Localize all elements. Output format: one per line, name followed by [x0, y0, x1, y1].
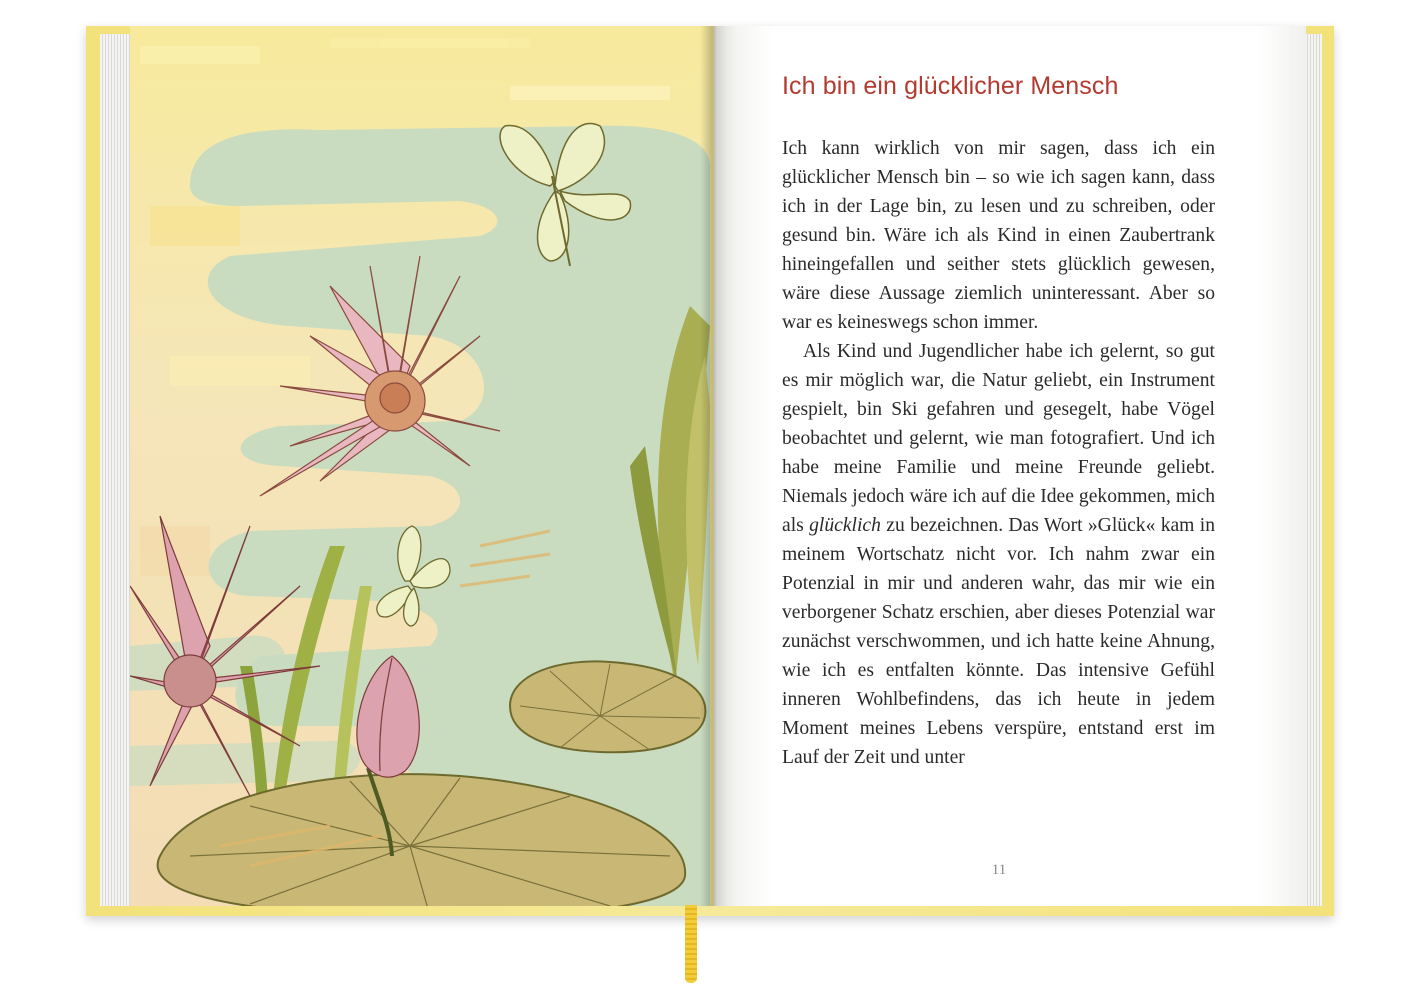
paragraph-1: Ich kann wirklich von mir sagen, dass ich ein glücklicher Mensch bin – so wie ich sagen kann, dass ich in der Lage bin, zu lesen und zu schreiben, oder gesund bin. Wäre ich als Kind in einen Zaubertrank hineingefallen und seither stets glücklich gewesen, wäre diese Aussage ziemlich uninteressant. Aber so war es keineswegs schon immer.	[782, 138, 1215, 333]
book-gutter	[700, 26, 728, 906]
page-edges-left	[100, 34, 130, 906]
body-text	[782, 134, 1215, 772]
page-number: 11	[991, 862, 1007, 878]
chapter-title: Ich bin ein glücklicher Mensch	[782, 72, 1119, 100]
water-lily-illustration	[130, 26, 710, 906]
paragraph-2	[782, 337, 1215, 772]
paragraph-2-emphasis: glücklich	[809, 515, 881, 536]
paragraph-2-start: Als Kind und Jugendlicher habe ich gelernt, so gut es mir möglich war, die Natur geliebt, ein Instrument gespielt, bin Ski gefahren und gesegelt, habe Vögel beobachtet und gelernt, wie man fotografiert. Und ich habe meine Familie und meine Freunde geliebt. Niemals jedoch wäre ich auf die Idee gekommen, mich als	[782, 341, 1215, 536]
right-page-text	[714, 26, 1306, 906]
left-page-illustration	[130, 26, 710, 906]
bookmark-ribbon[interactable]	[685, 905, 697, 983]
paragraph-2-end: zu bezeichnen. Das Wort »Glück« kam in meinem Wortschatz nicht vor. Ich nahm zwar ein Potenzial in mir und anderen wahr, das mir wie ein verborgener Schatz erschien, aber dieses Potenzial war zunächst verschwommen, und ich hatte keine Ahnung, wie ich es entfalten könnte. Das intensive Gefühl inneren Wohlbefindens, das ich heute in jedem Moment meines Lebens verspüre, entstand erst im Lauf der Zeit und unter	[782, 515, 1215, 768]
